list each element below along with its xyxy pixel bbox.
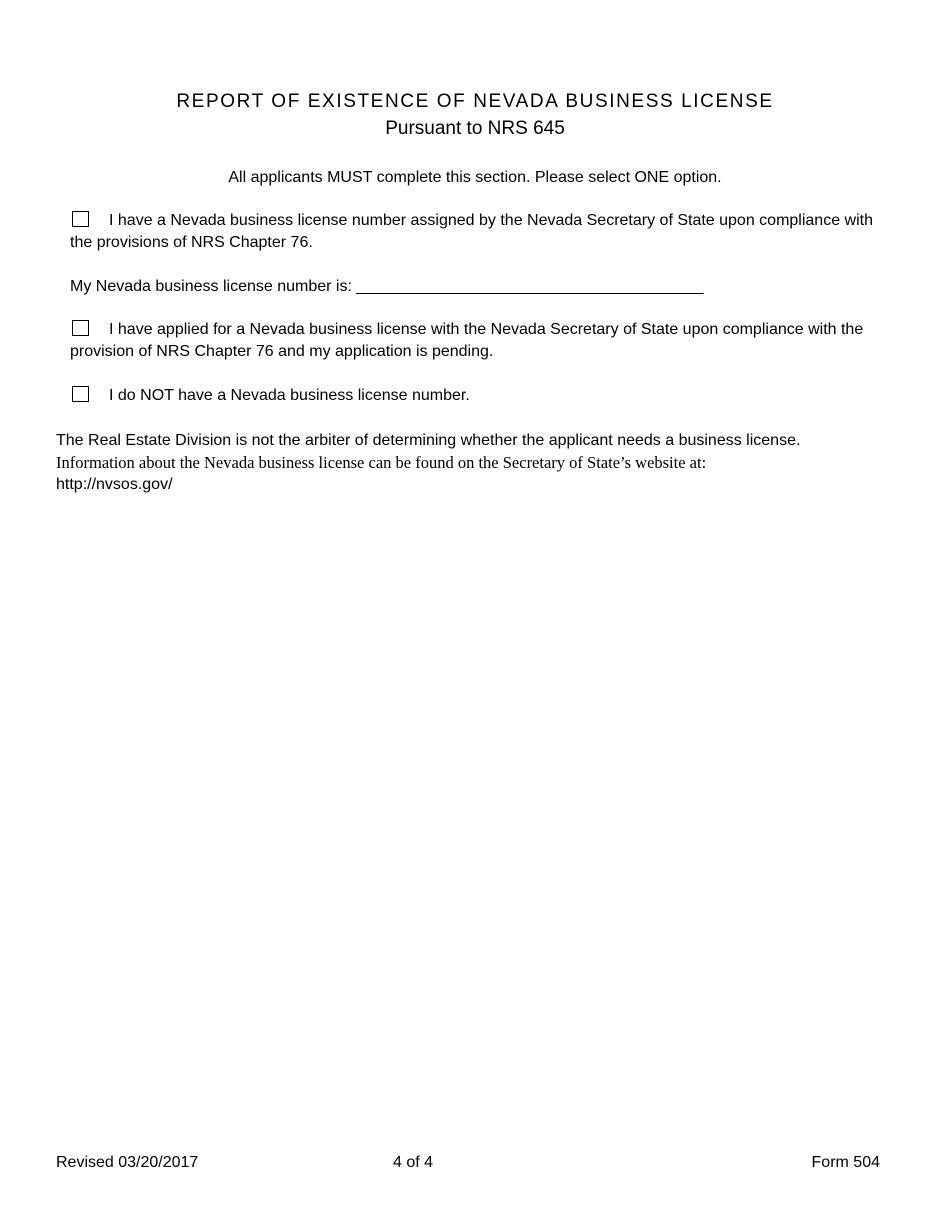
page-subtitle: Pursuant to NRS 645 xyxy=(385,118,565,139)
option-has-license xyxy=(70,210,885,254)
notice-block xyxy=(56,430,896,496)
has-license-checkbox[interactable] xyxy=(72,211,89,227)
notice-line-2: Information about the Nevada business license can be found on the Secretary of State’s website at: xyxy=(56,453,707,472)
page-title: REPORT OF EXISTENCE OF NEVADA BUSINESS LICENSE xyxy=(176,91,774,112)
footer-page-number: 4 of 4 xyxy=(392,1154,434,1171)
instructions-text: All applicants MUST complete this section. Please select ONE option. xyxy=(228,169,722,186)
option-no-license xyxy=(70,385,885,407)
license-number-field[interactable]: _______________________________________ xyxy=(356,278,704,295)
applied-license-checkbox[interactable] xyxy=(72,320,89,336)
option-no-license-text: I do NOT have a Nevada business license number. xyxy=(109,387,470,404)
footer-form-number: Form 504 xyxy=(811,1154,880,1171)
option-applied-license-text: I have applied for a Nevada business license with the Nevada Secretary of State upon compliance with the provision of NRS Chapter 76 and my application is pending. xyxy=(70,321,864,360)
license-number-label: My Nevada business license number is: xyxy=(70,278,357,295)
option-applied-license xyxy=(70,319,885,363)
notice-line-1: The Real Estate Division is not the arbiter of determining whether the applicant needs a business license. xyxy=(56,432,801,449)
no-license-checkbox[interactable] xyxy=(72,386,89,402)
footer-revised-date: Revised 03/20/2017 xyxy=(56,1154,199,1171)
license-number-row xyxy=(70,276,703,298)
sos-website-link[interactable]: http://nvsos.gov/ xyxy=(56,476,173,493)
option-has-license-text: I have a Nevada business license number assigned by the Nevada Secretary of State upon compliance with the provisions of NRS Chapter 76. xyxy=(70,212,873,251)
